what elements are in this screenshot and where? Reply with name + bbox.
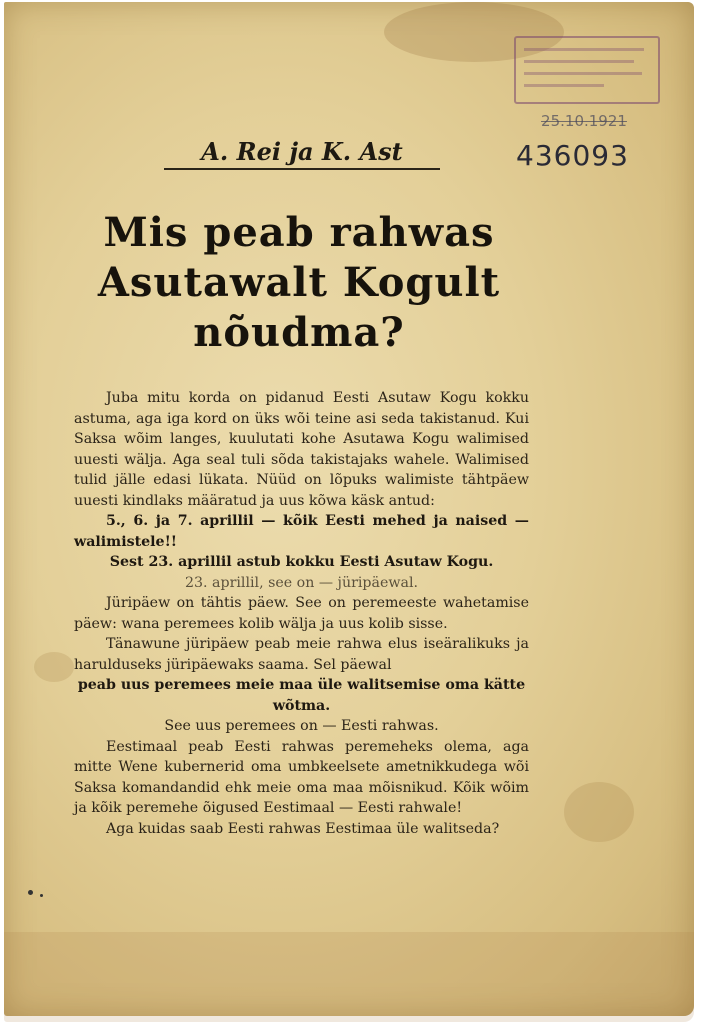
paragraph: Eestimaal peab Eesti rahwas peremeheks olema, aga mitte Wene kubernerid oma umbkeelsete ametnikkudega wõi Saksa komandandid ehk meie oma maa mõisnikud. Kõik wõim ja kõik peremehe õigused Eestimaal — Eesti rahwale! — [74, 738, 529, 816]
paragraph: 23. aprillil, see on — jüripäewal. — [184, 574, 418, 591]
title-line: Asutawalt Kogult — [97, 259, 501, 306]
title-line: Mis peab rahwas — [103, 209, 495, 256]
paper-stain — [4, 932, 694, 1022]
document-page — [4, 2, 694, 1016]
paragraph: Jüripäew on tähtis päew. See on peremeeste wahetamise päew: wana peremees kolib wälja ja uus kolib sisse. — [74, 595, 529, 632]
paragraph-emphasis: peab uus peremees meie maa üle walitsemise oma kätte wõtma. — [77, 677, 526, 714]
paper-stain — [34, 652, 74, 682]
title-line: nõudma? — [193, 309, 405, 356]
authors: A. Rei ja K. Ast — [164, 137, 440, 170]
paragraph-emphasis: Sest 23. aprillil astub kokku Eesti Asutaw Kogu. — [109, 554, 494, 570]
paper-stain — [564, 782, 634, 842]
paragraph: See uus peremees on — Eesti rahwas. — [164, 718, 439, 734]
catalog-number: 436093 — [516, 139, 629, 172]
body-text — [74, 388, 529, 839]
paragraph: Juba mitu korda on pidanud Eesti Asutaw Kogu kokku astuma, aga iga kord on üks wõi teine asi seda takistanud. Kui Saksa wõim langes, kuulutati kohe Asutawa Kogu walimised uuesti wälja. Aga seal tuli sõda takistajaks wahele. Walimised tulid jälle edasi lükata. Nüüd on lõpuks walimiste tähtpäew uuesti kindlaks määratud ja uus kõwa käsk antud: — [74, 390, 529, 509]
paragraph-emphasis: 5., 6. ja 7. aprillil — kõik Eesti mehed ja naised — walimistele!! — [74, 513, 529, 550]
paragraph: Aga kuidas saab Eesti rahwas Eestimaa üle walitseda? — [106, 820, 500, 837]
ink-spot — [28, 890, 33, 895]
paragraph: Tänawune jüripäew peab meie rahwa elus iseäralikuks ja harulduseks jüripäewaks saama. Sel päewal — [74, 636, 529, 673]
library-stamp — [514, 36, 660, 104]
catalog-date: 25.10.1921 — [541, 112, 627, 130]
ink-spot — [40, 894, 43, 897]
document-title — [64, 208, 534, 358]
